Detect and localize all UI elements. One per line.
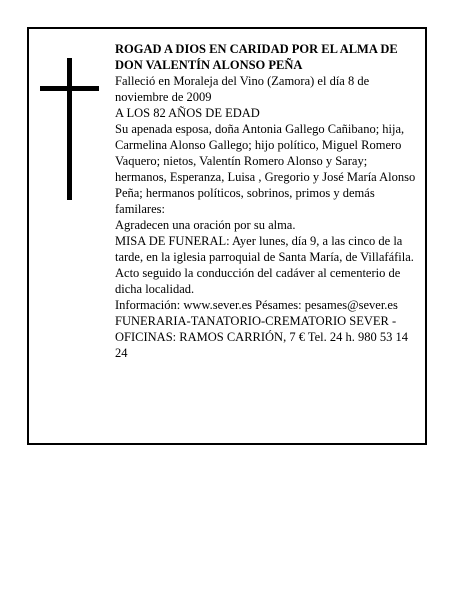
death-details: Falleció en Moraleja del Vino (Zamora) el día 8 de noviembre de 2009 — [115, 74, 370, 104]
funeral-home-info: FUNERARIA-TANATORIO-CREMATORIO SEVER - OFICINAS: RAMOS CARRIÓN, 7 € Tel. 24 h. 980 53 14 24 — [115, 314, 409, 360]
age-line: A LOS 82 AÑOS DE EDAD — [115, 106, 260, 120]
funeral-details: MISA DE FUNERAL: Ayer lunes, día 9, a las cinco de la tarde, en la iglesia parroquial de Santa María, de Villafáfila. Acto seguido la conducción del cadáver al cementerio de dicha localidad. — [115, 234, 414, 296]
prayer-request: Agradecen una oración por su alma. — [115, 218, 296, 232]
notice-content — [115, 41, 421, 361]
family-list: Su apenada esposa, doña Antonia Gallego Cañibano; hija, Carmelina Alonso Gallego; hijo político, Miguel Romero Vaquero; nietos, Valentín Romero Alonso y Saray; hermanos, Esperanza, Luisa , Gregorio y José María Alonso Peña; hermanos políticos, sobrinos, primos y demás familares: — [115, 122, 416, 216]
notice-heading: ROGAD A DIOS EN CARIDAD POR EL ALMA DE DON VALENTÍN ALONSO PEÑA — [115, 42, 398, 72]
cross-vertical-bar — [67, 58, 72, 200]
cross-horizontal-bar — [40, 86, 99, 91]
contact-info: Información: www.sever.es Pésames: pesames@sever.es — [115, 298, 398, 312]
obituary-notice — [27, 27, 427, 445]
